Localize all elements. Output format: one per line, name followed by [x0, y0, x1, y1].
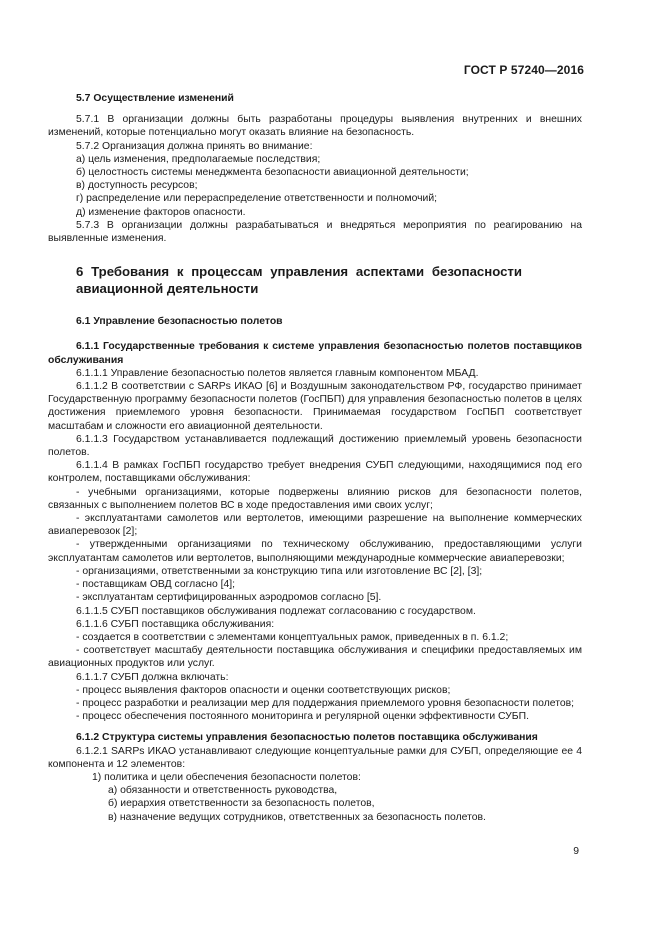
paragraph: 5.7.3 В организации должны разрабатываться и внедряться мероприятия по реагированию на выявленные изменения.: [48, 219, 582, 245]
paragraph: 6.1.1.7 СУБП должна включать:: [76, 671, 229, 683]
paragraph: - эксплуатантами самолетов или вертолетов, имеющими разрешение на выполнение коммерческих авиаперевозок [2];: [48, 513, 582, 538]
paragraph: - процесс обеспечения постоянного мониторинга и регулярной оценки эффективности СУБП.: [76, 711, 529, 723]
section-heading: 6.1 Управление безопасностью полетов: [76, 316, 283, 328]
list-item: а) цель изменения, предполагаемые последствия;: [76, 153, 321, 165]
list-item: б) целостность системы менеджмента безопасности авиационной деятельности;: [76, 167, 469, 179]
paragraph: 6.1.1.5 СУБП поставщиков обслуживания подлежат согласованию с государством.: [76, 605, 476, 617]
paragraph: - эксплуатантам сертифицированных аэродромов согласно [5].: [76, 592, 382, 604]
paragraph: - организациями, ответственными за конструкцию типа или изготовление ВС [2], [3];: [76, 565, 483, 577]
paragraph: 6.1.1.3 Государством устанавливается подлежащий достижению приемлемый уровень безопасности полетов.: [48, 433, 582, 459]
paragraph: 5.7.2 Организация должна принять во внимание:: [76, 140, 313, 152]
subsection-heading: 6.1.2 Структура системы управления безопасностью полетов поставщика обслуживания: [76, 732, 538, 744]
standard-header: ГОСТ Р 57240—2016: [463, 63, 584, 77]
paragraph: 6.1.1.2 В соответствии с SARPs ИКАО [6] и Воздушным законодательством РФ, государство принимает Государственную программу безопасности полетов (ГосПБП) для управления безопасностью полетов в целях достижения приемлемого уровня безопасности. Принимаемая государством ГосПБП соответствует масштабам и сложности его авиационной деятельности.: [48, 381, 582, 432]
sub-list-item: а) обязанности и ответственность руководства,: [108, 785, 338, 797]
subsection-heading: 6.1.1 Государственные требования к системе управления безопасностью полетов поставщиков обслуживания: [48, 341, 582, 366]
paragraph: - соответствует масштабу деятельности поставщика обслуживания и специфики предоставляемых им авиационных продуктов или услуг.: [48, 645, 582, 670]
page-number: 9: [573, 846, 579, 857]
paragraph: - процесс разработки и реализации мер для поддержания приемлемого уровня безопасности полетов;: [76, 697, 575, 709]
paragraph: 5.7.1 В организации должны быть разработаны процедуры выявления внутренних и внешних изменений, которые потенциально могут оказать влияние на безопасность.: [48, 114, 582, 139]
paragraph: - утвержденными организациями по техническому обслуживанию, предоставляющими услуги эксплуатантам самолетов или вертолетов, выполняющими международные коммерческие авиаперевозки;: [48, 539, 582, 564]
document-body: [48, 92, 582, 824]
paragraph: 6.1.1.4 В рамках ГосПБП государство требует внедрения СУБП следующими, находящимися под его контролем, поставщиками обслуживания:: [48, 460, 582, 485]
spacer: [48, 105, 582, 113]
sub-list-item: в) назначение ведущих сотрудников, ответственных за безопасность полетов.: [108, 811, 486, 823]
list-item: д) изменение факторов опасности.: [76, 206, 246, 218]
paragraph: 6.1.1.6 СУБП поставщика обслуживания:: [76, 618, 275, 630]
spacer: [48, 328, 582, 340]
paragraph: - учебными организациями, которые подвержены влиянию рисков для безопасности полетов, связанных с выполнением полетов ВС в ходе предоставления ими своих услуг;: [48, 486, 582, 511]
spacer: [48, 723, 582, 731]
list-item: 1) политика и цели обеспечения безопасности полетов:: [92, 771, 361, 783]
spacer: [48, 297, 582, 315]
chapter-heading: 6 Требования к процессам управления аспектами безопасности авиационной деятельности: [76, 264, 522, 297]
paragraph: 6.1.1.1 Управление безопасностью полетов является главным компонентом МБАД.: [76, 367, 479, 379]
paragraph: - поставщикам ОВД согласно [4];: [76, 579, 236, 591]
list-item: г) распределение или перераспределение ответственности и полномочий;: [76, 193, 438, 205]
paragraph: - процесс выявления факторов опасности и оценки соответствующих рисков;: [76, 684, 451, 696]
section-heading: 5.7 Осуществление изменений: [76, 93, 234, 104]
paragraph: 6.1.2.1 SARPs ИКАО устанавливают следующие концептуальные рамки для СУБП, определяющие ее 4 компонента и 12 элементов:: [48, 745, 582, 770]
spacer: [48, 245, 582, 263]
paragraph: - создается в соответствии с элементами концептуальных рамок, приведенных в п. 6.1.2;: [76, 631, 509, 643]
list-item: в) доступность ресурсов;: [76, 180, 198, 192]
sub-list-item: б) иерархия ответственности за безопасность полетов,: [108, 798, 375, 810]
